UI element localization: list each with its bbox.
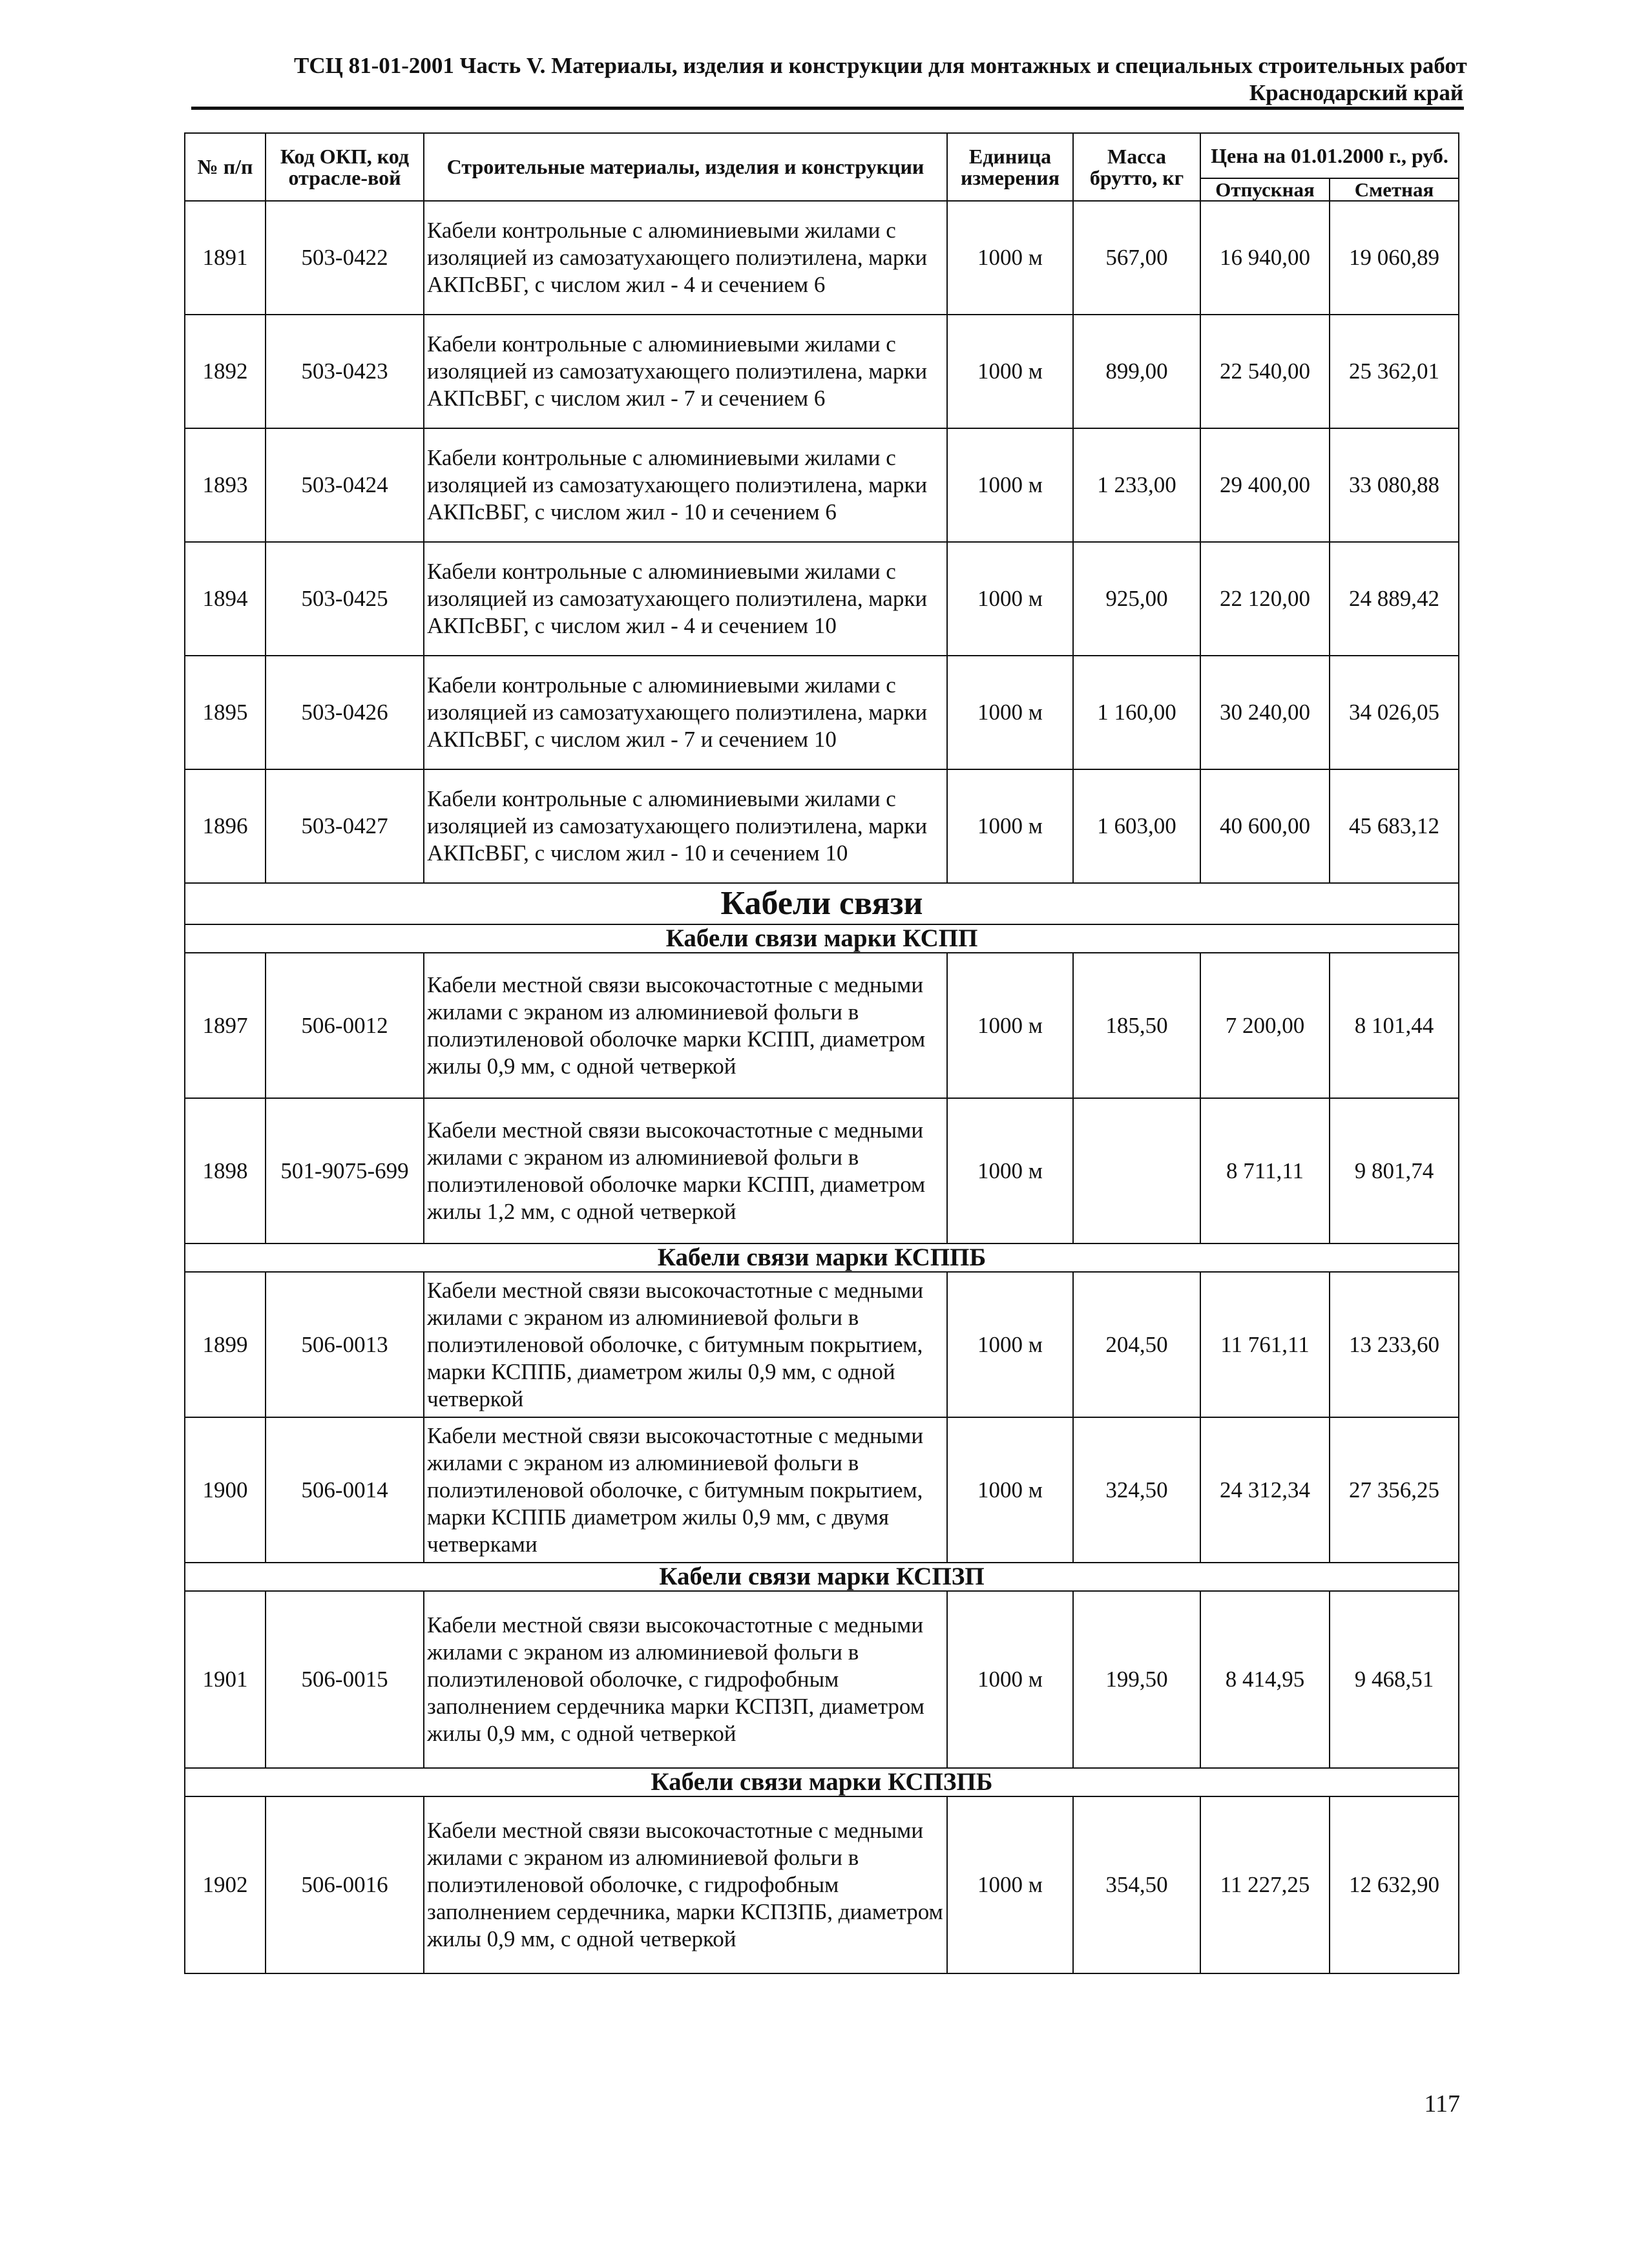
row-price-estimate: 33 080,88	[1330, 428, 1459, 542]
row-unit: 1000 м	[947, 656, 1073, 769]
table-row	[185, 1272, 1459, 1417]
row-code: 506-0014	[266, 1417, 424, 1563]
row-price-release: 22 540,00	[1200, 315, 1330, 428]
row-unit: 1000 м	[947, 953, 1073, 1098]
row-number: 1898	[185, 1098, 266, 1243]
row-price-release: 30 240,00	[1200, 656, 1330, 769]
row-price-estimate: 12 632,90	[1330, 1796, 1459, 1973]
row-unit: 1000 м	[947, 1796, 1073, 1973]
table-row	[185, 953, 1459, 1098]
table-row	[185, 1591, 1459, 1768]
subsection-title-kspzp: Кабели связи марки КСПЗП	[185, 1563, 1459, 1591]
row-price-estimate: 27 356,25	[1330, 1417, 1459, 1563]
row-description: Кабели местной связи высокочастотные с медными жилами с экраном из алюминиевой фольги в полиэтиленовой оболочке, с битумным покрытием, марки КСППБ, диаметром жилы 0,9 мм, с одной четверкой	[424, 1272, 947, 1417]
row-code: 503-0424	[266, 428, 424, 542]
table-row	[185, 656, 1459, 769]
row-number: 1895	[185, 656, 266, 769]
row-unit: 1000 м	[947, 1098, 1073, 1243]
row-mass: 1 160,00	[1073, 656, 1200, 769]
row-code: 503-0427	[266, 769, 424, 883]
row-number: 1897	[185, 953, 266, 1098]
row-description: Кабели местной связи высокочастотные с медными жилами с экраном из алюминиевой фольги в полиэтиленовой оболочке, с гидрофобным заполнением сердечника, марки КСПЗПБ, диаметром жилы 0,9 мм, с одной четверкой	[424, 1796, 947, 1973]
col-header-unit: Единица измерения	[947, 133, 1073, 201]
row-number: 1894	[185, 542, 266, 656]
row-price-release: 11 227,25	[1200, 1796, 1330, 1973]
row-number: 1891	[185, 201, 266, 315]
row-unit: 1000 м	[947, 428, 1073, 542]
subsection-row	[185, 1243, 1459, 1272]
row-price-release: 16 940,00	[1200, 201, 1330, 315]
row-price-release: 8 711,11	[1200, 1098, 1330, 1243]
col-header-code: Код ОКП, код отрасле-вой	[266, 133, 424, 201]
table-row	[185, 542, 1459, 656]
row-mass: 567,00	[1073, 201, 1200, 315]
row-price-release: 24 312,34	[1200, 1417, 1330, 1563]
row-description: Кабели контрольные с алюминиевыми жилами с изоляцией из самозатухающего полиэтилена, марки АКПсВБГ, с числом жил - 4 и сечением 6	[424, 201, 947, 315]
col-header-desc: Строительные материалы, изделия и конструкции	[424, 133, 947, 201]
row-description: Кабели местной связи высокочастотные с медными жилами с экраном из алюминиевой фольги в полиэтиленовой оболочке, с гидрофобным заполнением сердечника марки КСПЗП, диаметром жилы 0,9 мм, с одной четверкой	[424, 1591, 947, 1768]
row-number: 1900	[185, 1417, 266, 1563]
subsection-row	[185, 1768, 1459, 1796]
row-description: Кабели местной связи высокочастотные с медными жилами с экраном из алюминиевой фольги в полиэтиленовой оболочке марки КСПП, диаметром жилы 0,9 мм, с одной четверкой	[424, 953, 947, 1098]
col-header-price-release: Отпускная	[1200, 178, 1330, 201]
row-code: 503-0422	[266, 201, 424, 315]
row-description: Кабели контрольные с алюминиевыми жилами с изоляцией из самозатухающего полиэтилена, марки АКПсВБГ, с числом жил - 7 и сечением 6	[424, 315, 947, 428]
row-description: Кабели контрольные с алюминиевыми жилами с изоляцией из самозатухающего полиэтилена, марки АКПсВБГ, с числом жил - 7 и сечением 10	[424, 656, 947, 769]
row-price-release: 40 600,00	[1200, 769, 1330, 883]
row-price-estimate: 8 101,44	[1330, 953, 1459, 1098]
row-number: 1892	[185, 315, 266, 428]
row-price-estimate: 34 026,05	[1330, 656, 1459, 769]
col-header-num: № п/п	[185, 133, 266, 201]
row-price-estimate: 45 683,12	[1330, 769, 1459, 883]
row-mass: 204,50	[1073, 1272, 1200, 1417]
row-mass: 925,00	[1073, 542, 1200, 656]
row-number: 1896	[185, 769, 266, 883]
subsection-title-kspzpb: Кабели связи марки КСПЗПБ	[185, 1768, 1459, 1796]
row-price-release: 29 400,00	[1200, 428, 1330, 542]
row-unit: 1000 м	[947, 201, 1073, 315]
row-price-release: 11 761,11	[1200, 1272, 1330, 1417]
row-code: 506-0013	[266, 1272, 424, 1417]
subsection-title-ksppb: Кабели связи марки КСППБ	[185, 1243, 1459, 1272]
row-mass	[1073, 1098, 1200, 1243]
row-code: 506-0015	[266, 1591, 424, 1768]
row-price-estimate: 9 468,51	[1330, 1591, 1459, 1768]
row-code: 506-0012	[266, 953, 424, 1098]
table-row	[185, 428, 1459, 542]
row-price-estimate: 25 362,01	[1330, 315, 1459, 428]
row-code: 503-0426	[266, 656, 424, 769]
subsection-title-kspp: Кабели связи марки КСПП	[185, 924, 1459, 953]
running-header-title: ТСЦ 81-01-2001 Часть V. Материалы, изделия и конструкции для монтажных и специальных строительных работ	[294, 53, 1467, 78]
row-mass: 185,50	[1073, 953, 1200, 1098]
row-description: Кабели контрольные с алюминиевыми жилами с изоляцией из самозатухающего полиэтилена, марки АКПсВБГ, с числом жил - 10 и сечением 10	[424, 769, 947, 883]
row-description: Кабели местной связи высокочастотные с медными жилами с экраном из алюминиевой фольги в полиэтиленовой оболочке марки КСПП, диаметром жилы 1,2 мм, с одной четверкой	[424, 1098, 947, 1243]
row-unit: 1000 м	[947, 769, 1073, 883]
row-mass: 899,00	[1073, 315, 1200, 428]
price-table	[184, 132, 1459, 1974]
row-number: 1893	[185, 428, 266, 542]
row-number: 1901	[185, 1591, 266, 1768]
section-title: Кабели связи	[185, 883, 1459, 924]
col-header-mass: Масса брутто, кг	[1073, 133, 1200, 201]
row-code: 503-0425	[266, 542, 424, 656]
row-unit: 1000 м	[947, 1591, 1073, 1768]
row-price-estimate: 9 801,74	[1330, 1098, 1459, 1243]
table-row	[185, 1796, 1459, 1973]
subsection-row	[185, 924, 1459, 953]
row-description: Кабели местной связи высокочастотные с медными жилами с экраном из алюминиевой фольги в полиэтиленовой оболочке, с битумным покрытием, марки КСППБ диаметром жилы 0,9 мм, с двумя четверками	[424, 1417, 947, 1563]
section-row	[185, 883, 1459, 924]
row-price-release: 7 200,00	[1200, 953, 1330, 1098]
row-unit: 1000 м	[947, 1272, 1073, 1417]
row-unit: 1000 м	[947, 1417, 1073, 1563]
row-code: 501-9075-699	[266, 1098, 424, 1243]
row-description: Кабели контрольные с алюминиевыми жилами с изоляцией из самозатухающего полиэтилена, марки АКПсВБГ, с числом жил - 4 и сечением 10	[424, 542, 947, 656]
header-rule	[191, 107, 1464, 110]
row-mass: 354,50	[1073, 1796, 1200, 1973]
page-number: 117	[1424, 2090, 1460, 2117]
row-price-estimate: 24 889,42	[1330, 542, 1459, 656]
row-mass: 1 233,00	[1073, 428, 1200, 542]
table-row	[185, 315, 1459, 428]
table-row	[185, 1417, 1459, 1563]
row-mass: 324,50	[1073, 1417, 1200, 1563]
row-price-estimate: 19 060,89	[1330, 201, 1459, 315]
row-description: Кабели контрольные с алюминиевыми жилами с изоляцией из самозатухающего полиэтилена, марки АКПсВБГ, с числом жил - 10 и сечением 6	[424, 428, 947, 542]
row-number: 1899	[185, 1272, 266, 1417]
table-row	[185, 1098, 1459, 1243]
col-header-price: Цена на 01.01.2000 г., руб.	[1200, 133, 1459, 178]
table-row	[185, 769, 1459, 883]
col-header-price-estimate: Сметная	[1330, 178, 1459, 201]
row-unit: 1000 м	[947, 315, 1073, 428]
row-mass: 199,50	[1073, 1591, 1200, 1768]
row-code: 503-0423	[266, 315, 424, 428]
row-number: 1902	[185, 1796, 266, 1973]
subsection-row	[185, 1563, 1459, 1591]
row-unit: 1000 м	[947, 542, 1073, 656]
row-price-release: 8 414,95	[1200, 1591, 1330, 1768]
row-price-release: 22 120,00	[1200, 542, 1330, 656]
row-mass: 1 603,00	[1073, 769, 1200, 883]
table-row	[185, 201, 1459, 315]
running-header-region: Краснодарский край	[1249, 80, 1463, 105]
row-price-estimate: 13 233,60	[1330, 1272, 1459, 1417]
row-code: 506-0016	[266, 1796, 424, 1973]
